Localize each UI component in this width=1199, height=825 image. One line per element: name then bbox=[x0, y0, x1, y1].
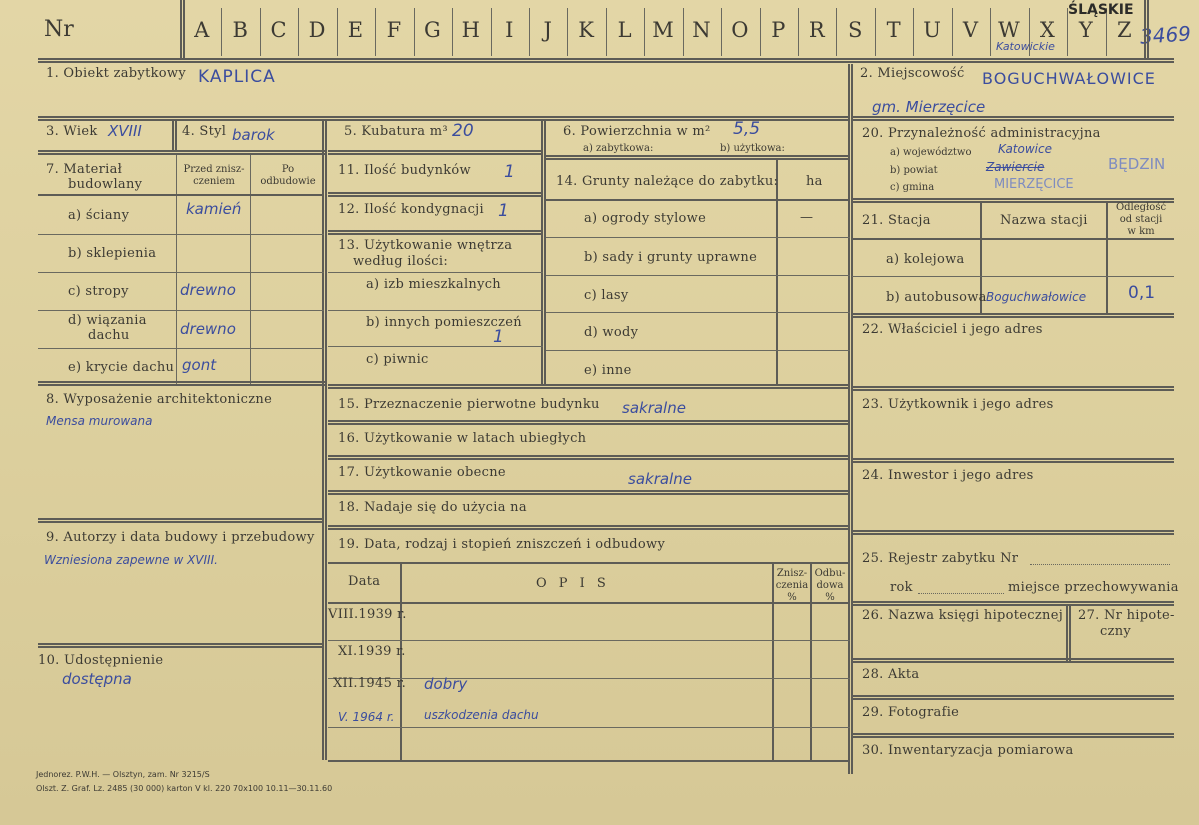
f6-sub-a: a) zabytkowa: bbox=[583, 143, 654, 154]
f21-col-distance: Odległość od stacji w km bbox=[1115, 202, 1167, 237]
region-stamp: ŚLĄSKIE bbox=[1068, 2, 1134, 18]
f14-row-label: e) inne bbox=[584, 363, 632, 378]
f25-rok-dotted-line bbox=[918, 593, 1004, 594]
f9-label: 9. Autorzy i data budowy i przebudowy bbox=[46, 530, 315, 545]
nr-label: Nr bbox=[44, 17, 74, 42]
letter-divider bbox=[990, 8, 991, 56]
row-rule bbox=[328, 455, 850, 460]
f21-a-label: a) kolejowa bbox=[886, 252, 965, 267]
header-bottom-rule bbox=[38, 58, 1174, 63]
row-rule bbox=[328, 230, 543, 235]
letter-divider bbox=[606, 8, 607, 56]
f20-b-value: Zawiercie bbox=[986, 160, 1045, 174]
letter-divider bbox=[414, 8, 415, 56]
f21-b-label: b) autobusowa bbox=[886, 290, 987, 305]
row-rule bbox=[852, 116, 1174, 121]
f23-label: 23. Użytkownik i jego adres bbox=[862, 397, 1054, 412]
f14-row-label: c) lasy bbox=[584, 288, 629, 303]
f6-sub-b: b) użytkowa: bbox=[720, 143, 785, 154]
index-letter: Z bbox=[1116, 18, 1133, 42]
letter-divider bbox=[798, 8, 799, 56]
index-letter: D bbox=[308, 18, 327, 42]
letter-divider bbox=[221, 8, 222, 56]
f11-value: 1 bbox=[504, 162, 515, 182]
f22-label: 22. Właściciel i jego adres bbox=[862, 322, 1043, 337]
row-rule bbox=[852, 601, 1174, 606]
header-divider bbox=[180, 0, 185, 58]
row-rule bbox=[328, 310, 543, 311]
row-rule bbox=[852, 695, 1174, 700]
f7-row-value: gont bbox=[182, 356, 217, 374]
cell-divider bbox=[400, 564, 402, 760]
f25-miejsce: miejsce przechowywania bbox=[1008, 580, 1179, 595]
row-rule bbox=[852, 658, 1174, 663]
f5-label: 5. Kubatura m³ bbox=[344, 124, 448, 139]
index-letter: F bbox=[386, 18, 403, 42]
f16-label: 16. Użytkowanie w latach ubiegłych bbox=[338, 431, 587, 446]
f10-value: dostępna bbox=[62, 670, 132, 688]
index-letter: V bbox=[962, 18, 980, 42]
f6-value: 5,5 bbox=[733, 119, 761, 139]
letter-divider bbox=[452, 8, 453, 56]
letter-divider bbox=[337, 8, 338, 56]
f25-rok: rok bbox=[890, 580, 913, 595]
row-rule bbox=[546, 275, 850, 276]
f7-row-value: drewno bbox=[180, 281, 236, 299]
f2-value: BOGUCHWAŁOWICE bbox=[982, 69, 1156, 88]
f26-label: 26. Nazwa księgi hipotecznej bbox=[862, 608, 1064, 623]
row-rule bbox=[38, 381, 326, 386]
f3-label: 3. Wiek bbox=[46, 124, 98, 139]
f12-label: 12. Ilość kondygnacji bbox=[338, 202, 484, 217]
f2-note: gm. Mierzęcice bbox=[872, 98, 986, 116]
row-rule bbox=[852, 458, 1174, 463]
index-letter: O bbox=[731, 18, 750, 42]
f19-row-date: XII.1945 r. bbox=[333, 676, 407, 691]
f20-a-label: a) województwo bbox=[890, 147, 972, 158]
f7-row-label: d) wiązania bbox=[68, 313, 147, 328]
f14-row-label: b) sady i grunty uprawne bbox=[584, 250, 758, 265]
f27-label-2: czny bbox=[1100, 624, 1132, 639]
index-letter: Y bbox=[1078, 18, 1094, 42]
row-rule bbox=[328, 150, 543, 155]
index-letter: S bbox=[847, 18, 864, 42]
cell-divider bbox=[1066, 606, 1071, 662]
f1-label: 1. Obiekt zabytkowy bbox=[46, 66, 186, 81]
cell-divider bbox=[176, 155, 177, 384]
row-rule bbox=[328, 192, 543, 197]
f7-col-after: Po odbudowie bbox=[260, 164, 316, 187]
index-letter: K bbox=[578, 18, 595, 42]
f27-label: 27. Nr hipote- bbox=[1078, 608, 1175, 623]
row-rule bbox=[38, 194, 324, 196]
row-rule bbox=[852, 386, 1174, 391]
f19-row-date: VIII.1939 r. bbox=[328, 607, 407, 622]
f17-label: 17. Użytkowanie obecne bbox=[338, 465, 506, 480]
f7-row-label: c) stropy bbox=[68, 284, 129, 299]
row-rule bbox=[328, 346, 543, 347]
f5-value: 20 bbox=[452, 121, 474, 141]
letter-divider bbox=[683, 8, 684, 56]
f19-row-opis: dobry bbox=[424, 675, 468, 693]
index-letter: I bbox=[505, 18, 515, 42]
f21-b-name: Boguchwałowice bbox=[986, 290, 1087, 304]
f19-col-rebuild: Odbu- dowa % bbox=[814, 568, 846, 603]
cell-divider bbox=[172, 120, 177, 150]
f20-b-value-2: BĘDZIN bbox=[1108, 155, 1166, 173]
f25-dotted-line bbox=[1030, 564, 1170, 565]
f7-row-label-2: dachu bbox=[88, 328, 130, 343]
cell-divider bbox=[1106, 202, 1108, 314]
row-rule bbox=[328, 420, 850, 425]
row-rule bbox=[328, 384, 850, 389]
f19-col-date: Data bbox=[348, 574, 381, 589]
f13-a: a) izb mieszkalnych bbox=[366, 277, 501, 292]
f2-label: 2. Miejscowość bbox=[860, 66, 965, 81]
f14-row-label: d) wody bbox=[584, 325, 639, 340]
f18-label: 18. Nadaje się do użycia na bbox=[338, 500, 527, 515]
f28-label: 28. Akta bbox=[862, 667, 920, 682]
row-rule bbox=[546, 199, 850, 201]
row-rule bbox=[38, 272, 324, 273]
row-rule bbox=[546, 350, 850, 351]
f19-label: 19. Data, rodzaj i stopień zniszczeń i odbudowy bbox=[338, 537, 666, 552]
index-letter: W bbox=[998, 18, 1021, 42]
f19-col-destruction: Znisz- czenia % bbox=[775, 568, 809, 603]
footer-line-2: Olszt. Z. Graf. Lz. 2485 (30 000) karton V kl. 220 70x100 10.11—30.11.60 bbox=[36, 784, 333, 793]
row-rule bbox=[38, 310, 324, 311]
footer-line-1: Jednorez. P.W.H. — Olsztyn, zam. Nr 3215/S bbox=[36, 770, 210, 779]
f12-value: 1 bbox=[498, 201, 509, 221]
letter-divider bbox=[913, 8, 914, 56]
f19-row-opis: uszkodzenia dachu bbox=[424, 708, 539, 722]
index-letter: R bbox=[808, 18, 826, 42]
row-rule bbox=[38, 234, 324, 235]
row-rule bbox=[38, 518, 322, 523]
row-rule bbox=[38, 150, 326, 155]
letter-divider bbox=[298, 8, 299, 56]
index-letter: G bbox=[423, 18, 442, 42]
f21-b-distance: 0,1 bbox=[1128, 283, 1156, 303]
f7-row-label: a) ściany bbox=[68, 208, 130, 223]
f15-value: sakralne bbox=[622, 399, 686, 417]
letter-divider bbox=[375, 8, 376, 56]
f20-c-value: MIERZĘCICE bbox=[994, 177, 1074, 192]
f24-label: 24. Inwestor i jego adres bbox=[862, 468, 1034, 483]
left-column-divider bbox=[322, 120, 327, 760]
f20-label: 20. Przynależność administracyjna bbox=[862, 126, 1101, 141]
f7-row-label: b) sklepienia bbox=[68, 246, 157, 261]
f29-label: 29. Fotografie bbox=[862, 705, 960, 720]
f14-label: 14. Grunty należące do zabytku: bbox=[556, 174, 779, 189]
row-rule bbox=[38, 348, 324, 349]
row-rule bbox=[328, 490, 850, 495]
letter-divider bbox=[760, 8, 761, 56]
f19-row-date: V. 1964 r. bbox=[338, 710, 395, 724]
index-letter: B bbox=[232, 18, 249, 42]
f14-row-value: — bbox=[800, 210, 814, 225]
f13-label: 13. Użytkowanie wnętrza bbox=[338, 238, 513, 253]
index-letter: E bbox=[347, 18, 365, 42]
row-rule bbox=[38, 116, 850, 121]
row-rule bbox=[328, 678, 850, 679]
letter-divider bbox=[260, 8, 261, 56]
f14-unit: ha bbox=[806, 174, 823, 189]
card-number: 3469 bbox=[1139, 21, 1192, 49]
row-rule bbox=[328, 727, 850, 728]
f17-value: sakralne bbox=[628, 470, 692, 488]
f8-value: Mensa murowana bbox=[46, 414, 153, 428]
row-rule bbox=[38, 643, 322, 648]
f19-row-date: XI.1939 r. bbox=[338, 644, 406, 659]
letter-divider bbox=[952, 8, 953, 56]
f20-a-value: Katowice bbox=[998, 142, 1052, 156]
row-rule bbox=[328, 760, 850, 762]
index-letter: A bbox=[194, 18, 211, 42]
f30-label: 30. Inwentaryzacja pomiarowa bbox=[862, 743, 1074, 758]
f15-label: 15. Przeznaczenie pierwotne budynku bbox=[338, 397, 600, 412]
f7-label: 7. Materiał bbox=[46, 162, 123, 177]
row-rule bbox=[546, 155, 850, 160]
letter-divider bbox=[721, 8, 722, 56]
f13-b-value: 1 bbox=[493, 327, 504, 347]
f20-c-label: c) gmina bbox=[890, 182, 935, 193]
index-letter: P bbox=[771, 18, 787, 42]
row-rule bbox=[546, 237, 850, 238]
f4-value: barok bbox=[232, 126, 275, 144]
row-rule bbox=[852, 276, 1174, 277]
index-letter: L bbox=[617, 18, 633, 42]
row-rule bbox=[852, 238, 1174, 240]
f4-label: 4. Styl bbox=[182, 124, 227, 139]
f19-col-opis: O P I S bbox=[536, 576, 610, 591]
f7-label-2: budowlany bbox=[68, 177, 143, 192]
letter-divider bbox=[836, 8, 837, 56]
index-letter: T bbox=[886, 18, 902, 42]
index-letter: H bbox=[461, 18, 481, 42]
row-rule bbox=[852, 530, 1174, 535]
f10-label: 10. Udostępnienie bbox=[38, 653, 164, 668]
row-rule bbox=[852, 313, 1174, 318]
letter-divider bbox=[491, 8, 492, 56]
letter-divider bbox=[529, 8, 530, 56]
f21-col-name: Nazwa stacji bbox=[1000, 213, 1088, 228]
index-letter: M bbox=[652, 18, 675, 42]
row-rule bbox=[328, 272, 543, 273]
letter-divider bbox=[644, 8, 645, 56]
f6-label: 6. Powierzchnia w m² bbox=[563, 124, 711, 139]
row-rule bbox=[852, 733, 1174, 738]
row-rule bbox=[328, 525, 850, 530]
f21-label: 21. Stacja bbox=[862, 213, 931, 228]
f1-value: KAPLICA bbox=[198, 67, 276, 87]
region-handwritten: Katowickie bbox=[996, 40, 1055, 53]
index-letter: X bbox=[1039, 18, 1056, 42]
header-divider bbox=[1144, 0, 1149, 58]
letter-divider bbox=[567, 8, 568, 56]
row-rule bbox=[328, 602, 850, 604]
f11-label: 11. Ilość budynków bbox=[338, 163, 471, 178]
f14-row-label: a) ogrody stylowe bbox=[584, 211, 707, 226]
f7-row-label: e) krycie dachu bbox=[68, 360, 175, 375]
index-letter: C bbox=[270, 18, 288, 42]
f3-value: XVIII bbox=[108, 122, 142, 140]
index-letter: U bbox=[923, 18, 942, 42]
right-column-divider bbox=[848, 64, 853, 774]
row-rule bbox=[328, 640, 850, 641]
index-letter: J bbox=[543, 18, 553, 42]
f7-row-value: drewno bbox=[180, 320, 236, 338]
f13-c: c) piwnic bbox=[366, 352, 429, 367]
f9-value: Wzniesiona zapewne w XVIII. bbox=[44, 553, 218, 567]
f20-b-label: b) powiat bbox=[890, 165, 938, 176]
f7-col-before: Przed znisz- czeniem bbox=[183, 164, 245, 187]
letter-divider bbox=[875, 8, 876, 56]
f13-b: b) innych pomieszczeń bbox=[366, 315, 522, 330]
f8-label: 8. Wyposażenie architektoniczne bbox=[46, 392, 273, 407]
f13-label-2: według ilości: bbox=[353, 254, 449, 269]
row-rule bbox=[546, 312, 850, 313]
f7-row-value: kamień bbox=[186, 200, 242, 218]
f25-label: 25. Rejestr zabytku Nr bbox=[862, 551, 1019, 566]
cell-divider bbox=[250, 155, 251, 384]
index-letter: N bbox=[692, 18, 712, 42]
